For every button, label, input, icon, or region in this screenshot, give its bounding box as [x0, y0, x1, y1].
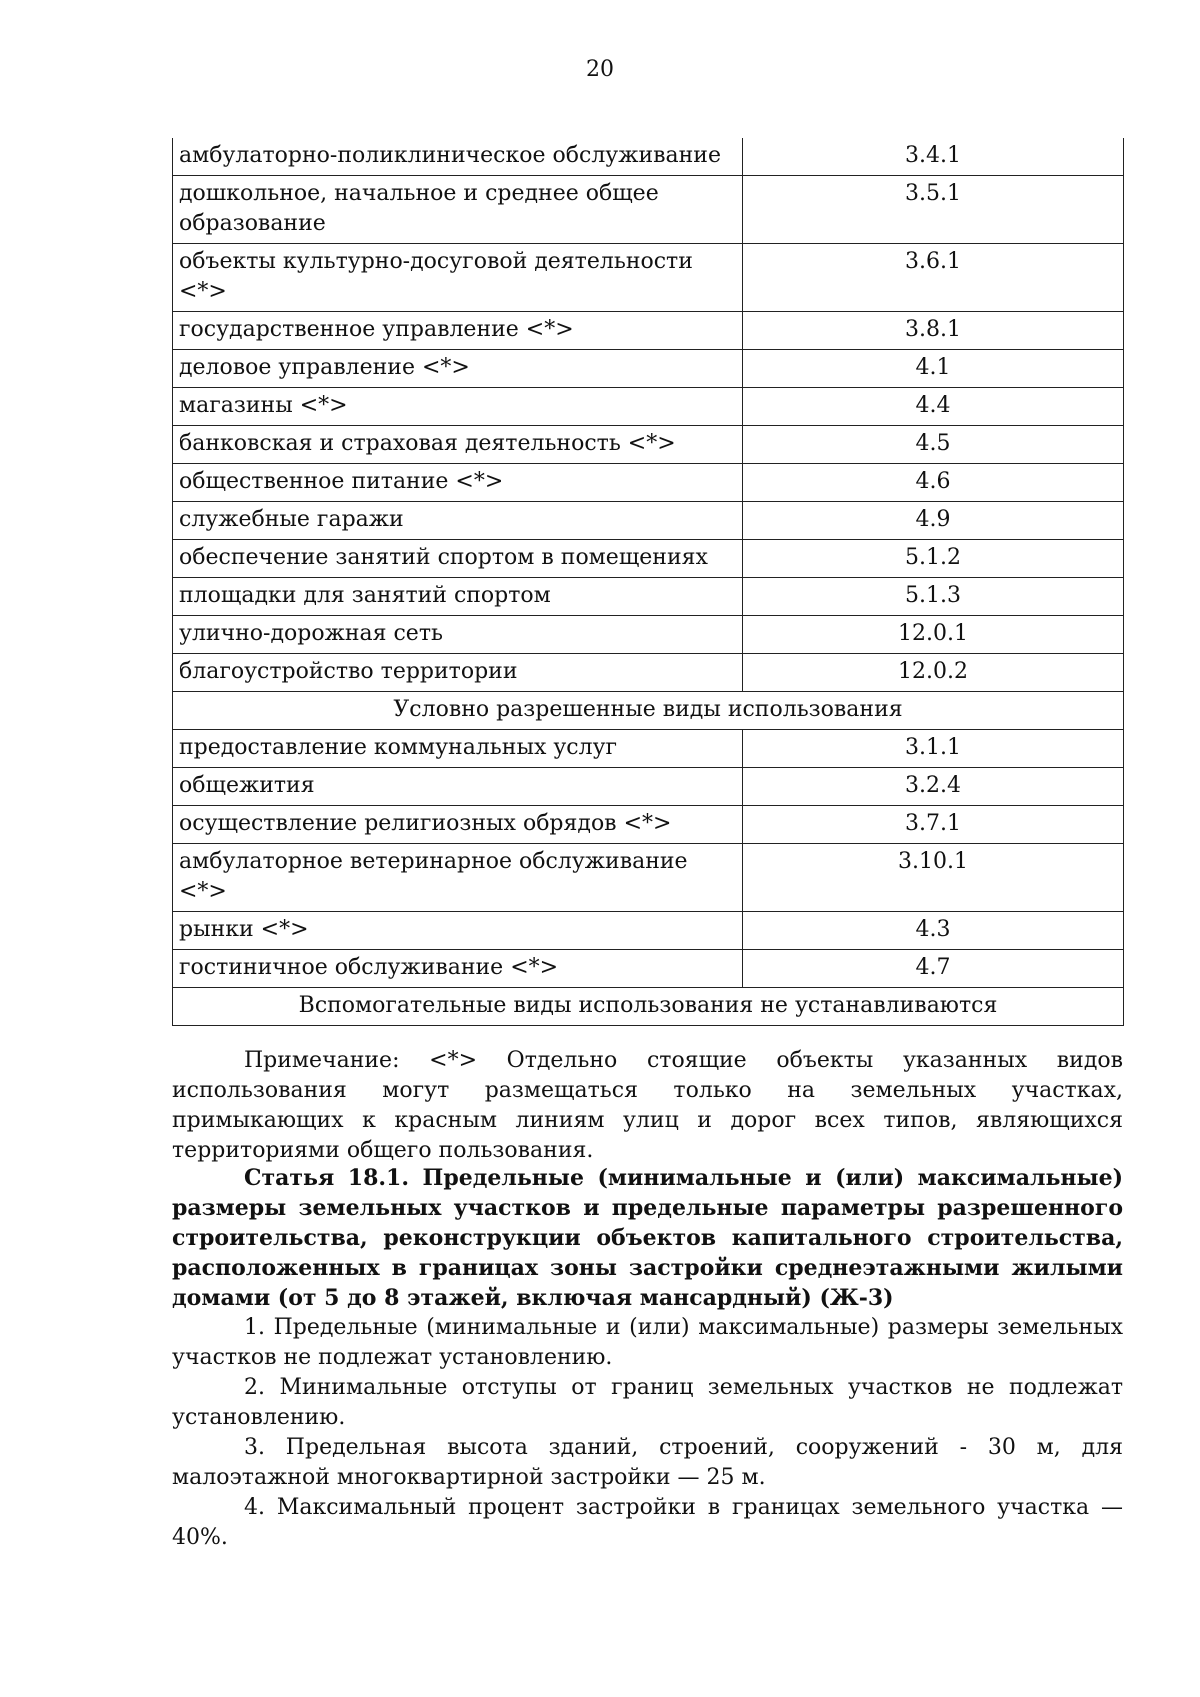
- auxiliary-uses-heading: Вспомогательные виды использования не устанавливаются: [173, 988, 1124, 1026]
- table-row: [173, 578, 1124, 616]
- use-code-cell: 12.0.2: [743, 654, 1124, 692]
- note-block: [172, 1046, 1123, 1166]
- use-code-cell: 3.10.1: [743, 844, 1124, 912]
- use-code-cell: 3.2.4: [743, 768, 1124, 806]
- use-name-cell: гостиничное обслуживание <*>: [173, 950, 743, 988]
- use-code-cell: 3.8.1: [743, 312, 1124, 350]
- table-row: [173, 912, 1124, 950]
- table-row: [173, 464, 1124, 502]
- use-code-cell: 4.4: [743, 388, 1124, 426]
- use-name-cell: магазины <*>: [173, 388, 743, 426]
- use-code-cell: 3.1.1: [743, 730, 1124, 768]
- use-name-cell: объекты культурно-досуговой деятельности <*>: [173, 244, 743, 312]
- page-number: 20: [586, 57, 614, 82]
- use-name-cell: осуществление религиозных обрядов <*>: [173, 806, 743, 844]
- table-section-row: [173, 692, 1124, 730]
- use-code-cell: 3.7.1: [743, 806, 1124, 844]
- table-row: [173, 176, 1124, 244]
- article-item: 2. Минимальные отступы от границ земельных участков не подлежат установлению.: [172, 1375, 1123, 1430]
- use-name-cell: рынки <*>: [173, 912, 743, 950]
- use-name-cell: благоустройство территории: [173, 654, 743, 692]
- table-row: [173, 806, 1124, 844]
- use-code-cell: 4.3: [743, 912, 1124, 950]
- use-name-cell: служебные гаражи: [173, 502, 743, 540]
- use-name-cell: улично-дорожная сеть: [173, 616, 743, 654]
- table-row: [173, 244, 1124, 312]
- use-code-cell: 3.6.1: [743, 244, 1124, 312]
- use-name-cell: амбулаторное ветеринарное обслуживание <*>: [173, 844, 743, 912]
- note-paragraph: Примечание: <*> Отдельно стоящие объекты указанных видов использования могут размещаться только на земельных участках, примыкающих к красным линиям улиц и дорог всех типов, являющихся территориями общего пользования.: [172, 1048, 1123, 1163]
- use-name-cell: дошкольное, начальное и среднее общее образование: [173, 176, 743, 244]
- table-row: [173, 616, 1124, 654]
- use-code-cell: 3.4.1: [743, 138, 1124, 176]
- article-item: 3. Предельная высота зданий, строений, сооружений - 30 м, для малоэтажной многоквартирной застройки — 25 м.: [172, 1435, 1123, 1490]
- table-section-row: [173, 988, 1124, 1026]
- use-name-cell: площадки для занятий спортом: [173, 578, 743, 616]
- table-row: [173, 540, 1124, 578]
- land-use-table-body: [173, 138, 1124, 1026]
- land-use-table: [172, 138, 1124, 1026]
- table-row: [173, 388, 1124, 426]
- use-name-cell: общественное питание <*>: [173, 464, 743, 502]
- table-row: [173, 768, 1124, 806]
- use-code-cell: 5.1.3: [743, 578, 1124, 616]
- use-code-cell: 4.6: [743, 464, 1124, 502]
- table-row: [173, 844, 1124, 912]
- use-code-cell: 12.0.1: [743, 616, 1124, 654]
- use-name-cell: обеспечение занятий спортом в помещениях: [173, 540, 743, 578]
- table-row: [173, 426, 1124, 464]
- use-name-cell: деловое управление <*>: [173, 350, 743, 388]
- use-name-cell: амбулаторно-поликлиническое обслуживание: [173, 138, 743, 176]
- use-code-cell: 4.7: [743, 950, 1124, 988]
- use-name-cell: общежития: [173, 768, 743, 806]
- use-name-cell: предоставление коммунальных услуг: [173, 730, 743, 768]
- use-name-cell: государственное управление <*>: [173, 312, 743, 350]
- table-row: [173, 730, 1124, 768]
- article-heading: Статья 18.1. Предельные (минимальные и (или) максимальные) размеры земельных участков и предельные параметры разрешенного строительства, реконструкции объектов капитального строительства, расположенных в границах зоны застройки среднеэтажными жилыми домами (от 5 до 8 этажей, включая мансардный) (Ж-3): [172, 1165, 1123, 1311]
- conditional-uses-heading: Условно разрешенные виды использования: [173, 692, 1124, 730]
- table-row: [173, 502, 1124, 540]
- use-code-cell: 4.9: [743, 502, 1124, 540]
- use-code-cell: 5.1.2: [743, 540, 1124, 578]
- table-row: [173, 138, 1124, 176]
- use-code-cell: 3.5.1: [743, 176, 1124, 244]
- table-row: [173, 950, 1124, 988]
- use-code-cell: 4.1: [743, 350, 1124, 388]
- use-code-cell: 4.5: [743, 426, 1124, 464]
- article-item: 4. Максимальный процент застройки в границах земельного участка — 40%.: [172, 1495, 1123, 1550]
- table-row: [173, 312, 1124, 350]
- use-name-cell: банковская и страховая деятельность <*>: [173, 426, 743, 464]
- table-row: [173, 350, 1124, 388]
- table-row: [173, 654, 1124, 692]
- article-item: 1. Предельные (минимальные и (или) максимальные) размеры земельных участков не подлежат установлению.: [172, 1315, 1123, 1370]
- article-block: [172, 1163, 1123, 1553]
